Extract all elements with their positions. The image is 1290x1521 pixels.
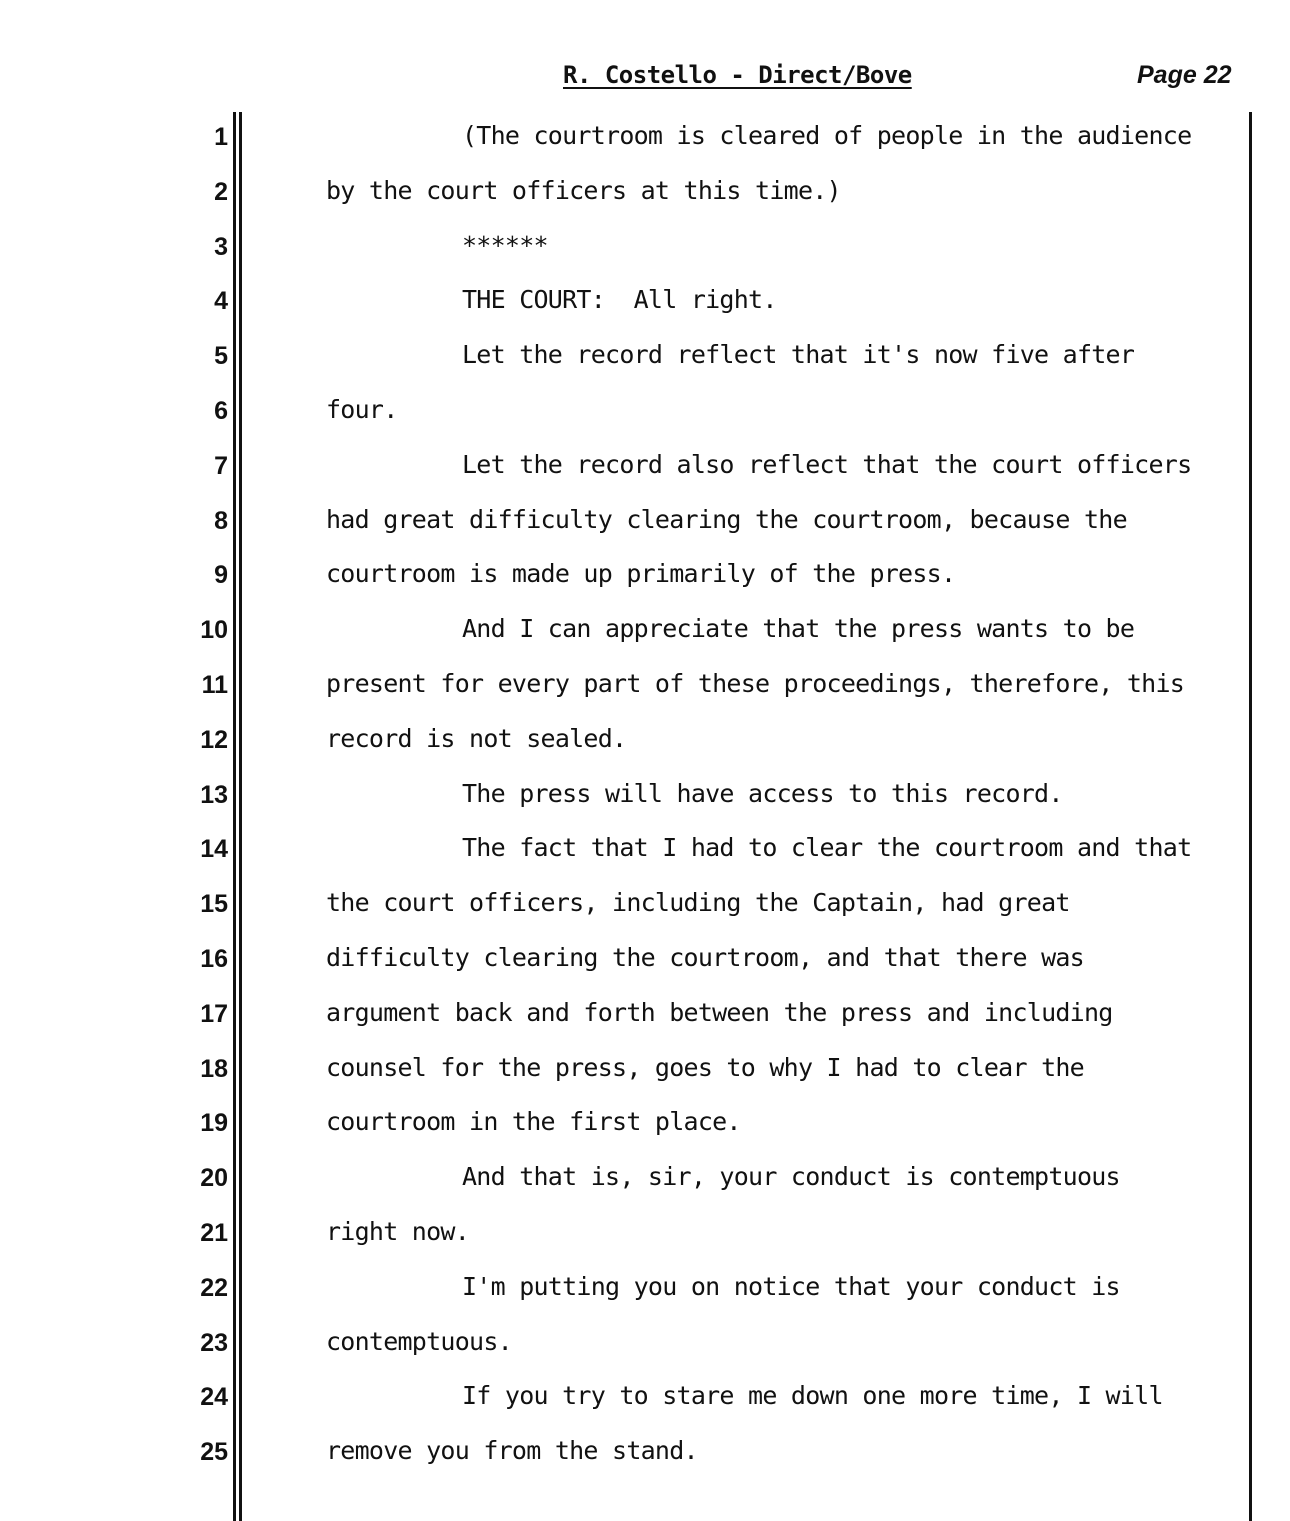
page-header-title: R. Costello - Direct/Bove bbox=[563, 61, 912, 89]
line-number: 22 bbox=[200, 1273, 228, 1302]
transcript-line bbox=[0, 439, 1290, 494]
line-text: And that is, sir, your conduct is contemptuous bbox=[462, 1162, 1120, 1192]
transcript-line bbox=[0, 987, 1290, 1042]
line-number: 21 bbox=[200, 1218, 228, 1247]
line-number: 12 bbox=[200, 725, 228, 754]
transcript-line bbox=[0, 110, 1290, 165]
line-text: The press will have access to this record. bbox=[462, 778, 1063, 808]
transcript-line bbox=[0, 1042, 1290, 1097]
line-number: 19 bbox=[200, 1109, 228, 1138]
line-text: Let the record also reflect that the court officers bbox=[462, 449, 1192, 479]
line-number: 15 bbox=[200, 890, 228, 919]
line-number: 17 bbox=[200, 999, 228, 1028]
line-number: 18 bbox=[200, 1054, 228, 1083]
line-text: courtroom is made up primarily of the press. bbox=[326, 559, 956, 589]
line-text: had great difficulty clearing the courtroom, because the bbox=[326, 504, 1127, 534]
line-text: difficulty clearing the courtroom, and that there was bbox=[326, 942, 1084, 972]
transcript-line bbox=[0, 1425, 1290, 1480]
line-text: The fact that I had to clear the courtroom and that bbox=[462, 833, 1192, 863]
transcript-line bbox=[0, 494, 1290, 549]
line-text: Let the record reflect that it's now five after bbox=[462, 340, 1135, 370]
transcript-line bbox=[0, 713, 1290, 768]
line-number: 6 bbox=[214, 396, 228, 425]
transcript-line bbox=[0, 1096, 1290, 1151]
transcript-line bbox=[0, 932, 1290, 987]
transcript-lines bbox=[0, 110, 1290, 1480]
line-text: four. bbox=[326, 394, 398, 424]
line-number: 7 bbox=[214, 451, 228, 480]
line-number: 25 bbox=[200, 1438, 228, 1467]
transcript-line bbox=[0, 1370, 1290, 1425]
page-number: Page 22 bbox=[1137, 61, 1232, 89]
line-text: the court officers, including the Captain, had great bbox=[326, 888, 1070, 918]
line-number: 9 bbox=[214, 561, 228, 590]
transcript-line bbox=[0, 1316, 1290, 1371]
line-text: courtroom in the first place. bbox=[326, 1107, 741, 1137]
transcript-line bbox=[0, 658, 1290, 713]
transcript-line bbox=[0, 274, 1290, 329]
line-number: 8 bbox=[214, 506, 228, 535]
transcript-line bbox=[0, 329, 1290, 384]
transcript-line bbox=[0, 1206, 1290, 1261]
transcript-line bbox=[0, 384, 1290, 439]
transcript-line bbox=[0, 1261, 1290, 1316]
line-number: 5 bbox=[214, 342, 228, 371]
line-number: 24 bbox=[200, 1383, 228, 1412]
transcript-line bbox=[0, 220, 1290, 275]
line-text: If you try to stare me down one more time, I will bbox=[462, 1381, 1163, 1411]
transcript-line bbox=[0, 877, 1290, 932]
line-number: 23 bbox=[200, 1328, 228, 1357]
line-number: 4 bbox=[214, 287, 228, 316]
line-number: 20 bbox=[200, 1164, 228, 1193]
line-text: argument back and forth between the press and including bbox=[326, 997, 1113, 1027]
line-text: present for every part of these proceedings, therefore, this bbox=[326, 668, 1185, 698]
line-text: contemptuous. bbox=[326, 1326, 512, 1356]
transcript-line bbox=[0, 165, 1290, 220]
line-text: ****** bbox=[462, 230, 548, 260]
line-number: 16 bbox=[200, 944, 228, 973]
transcript-line bbox=[0, 603, 1290, 658]
line-text: right now. bbox=[326, 1216, 470, 1246]
line-text: (The courtroom is cleared of people in the audience bbox=[462, 121, 1192, 150]
transcript-line bbox=[0, 1151, 1290, 1206]
line-number: 1 bbox=[214, 123, 228, 151]
line-text: I'm putting you on notice that your conduct is bbox=[462, 1271, 1120, 1301]
transcript-line bbox=[0, 548, 1290, 603]
line-number: 3 bbox=[214, 232, 228, 261]
line-number: 10 bbox=[200, 616, 228, 645]
transcript-line bbox=[0, 822, 1290, 877]
line-number: 13 bbox=[200, 780, 228, 809]
line-text: by the court officers at this time.) bbox=[326, 175, 841, 205]
line-text: And I can appreciate that the press wants to be bbox=[462, 614, 1135, 644]
line-text: record is not sealed. bbox=[326, 723, 627, 753]
line-text: counsel for the press, goes to why I had to clear the bbox=[326, 1052, 1084, 1082]
line-number: 2 bbox=[214, 177, 228, 206]
line-text: remove you from the stand. bbox=[326, 1436, 698, 1466]
line-text: THE COURT: All right. bbox=[462, 285, 777, 315]
transcript-line bbox=[0, 768, 1290, 823]
line-number: 11 bbox=[201, 670, 228, 699]
line-number: 14 bbox=[200, 835, 228, 864]
